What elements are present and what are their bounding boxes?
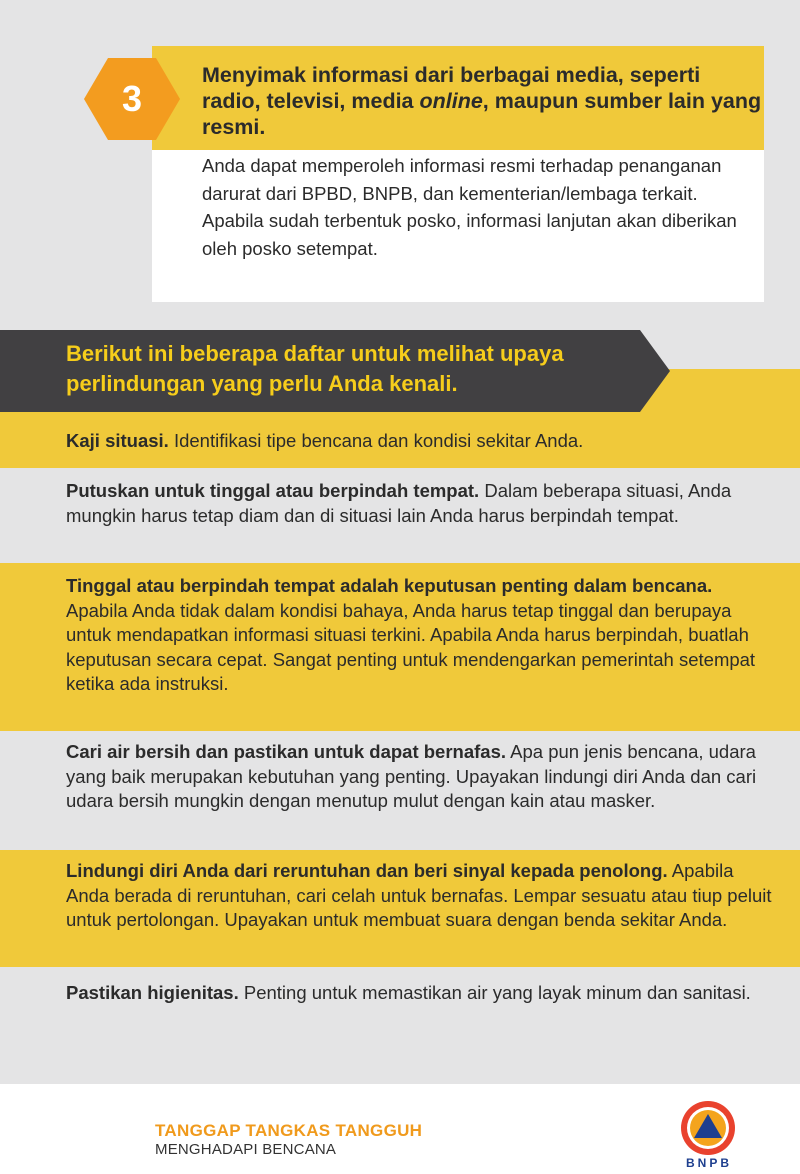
list-item-text: [66, 981, 776, 1006]
list-item: [0, 850, 800, 967]
step-body: Anda dapat memperoleh informasi resmi terhadap penanganan darurat dari BPBD, BNPB, dan kementerian/lembaga terkait. Apabila sudah terbentuk posko, informasi lanjutan akan diberikan oleh posko setempat.: [202, 155, 737, 259]
list-item-body: Apa pun jenis bencana, udara yang baik merupakan kebutuhan yang penting. Upayakan lindungi diri Anda dan cari udara bersih mungkin dengan menutup mulut dengan kain atau masker.: [66, 741, 757, 811]
list-item-bold: Tinggal atau berpindah tempat adalah keputusan penting dalam bencana.: [66, 575, 713, 596]
list-item-bold: Putuskan untuk tinggal atau berpindah tempat.: [66, 480, 480, 501]
list-item-body: Apabila Anda tidak dalam kondisi bahaya, Anda harus tetap tinggal dan berupaya untuk mendapatkan informasi situasi terkini. Apabila Anda harus berpindah, buatlah keputusan secara cepat. Sangat penting untuk mendengarkan pemerintah setempat ketika ada instruksi.: [66, 599, 756, 694]
step-title: [202, 62, 762, 140]
list-item: [0, 967, 800, 1084]
list-item-body: Penting untuk memastikan air yang layak minum dan sanitasi.: [238, 982, 751, 1003]
list-item: [0, 563, 800, 731]
footer-subtagline: MENGHADAPI BENCANA: [155, 1141, 337, 1158]
banner-heading: Berikut ini beberapa daftar untuk melihat upaya perlindungan yang perlu Anda kenali.: [66, 341, 564, 396]
step-title-part1: Menyimak informasi dari berbagai media, seperti radio, televisi, media: [202, 63, 701, 113]
list-item: [0, 412, 800, 468]
step-title-italic: online: [419, 89, 483, 113]
list-item-body: Dalam beberapa situasi, Anda mungkin harus tetap diam dan di situasi lain Anda harus berpindah tempat.: [66, 480, 732, 526]
list-item-text: [66, 479, 776, 528]
list-item-bold: Lindungi diri Anda dari reruntuhan dan beri sinyal kepada penolong.: [66, 860, 668, 881]
list-item: [0, 468, 800, 563]
footer-tagline: TANGGAP TANGKAS TANGGUH: [155, 1121, 423, 1140]
list-item-text: [66, 574, 776, 697]
list-item-body: Apabila Anda berada di reruntuhan, cari celah untuk bernafas. Lempar sesuatu atau tiup peluit untuk pertolongan. Upayakan untuk membuat suara dengan benda sekitar Anda.: [66, 860, 772, 930]
step-number: 3: [121, 78, 143, 119]
list-item-bold: Pastikan higienitas.: [66, 982, 239, 1003]
list-item: [0, 731, 800, 850]
bnpb-logo-text: BNPB: [685, 1156, 732, 1170]
list-item-body: Identifikasi tipe bencana dan kondisi sekitar Anda.: [168, 430, 584, 451]
list-item-text: [66, 859, 776, 933]
list-item-text: [66, 429, 776, 454]
list-item-bold: Cari air bersih dan pastikan untuk dapat bernafas.: [66, 741, 507, 762]
list-item-bold: Kaji situasi.: [66, 430, 169, 451]
list-item-text: [66, 740, 776, 814]
bnpb-logo-icon: [680, 1100, 736, 1156]
step-title-part2: , maupun sumber lain yang resmi.: [202, 89, 762, 139]
